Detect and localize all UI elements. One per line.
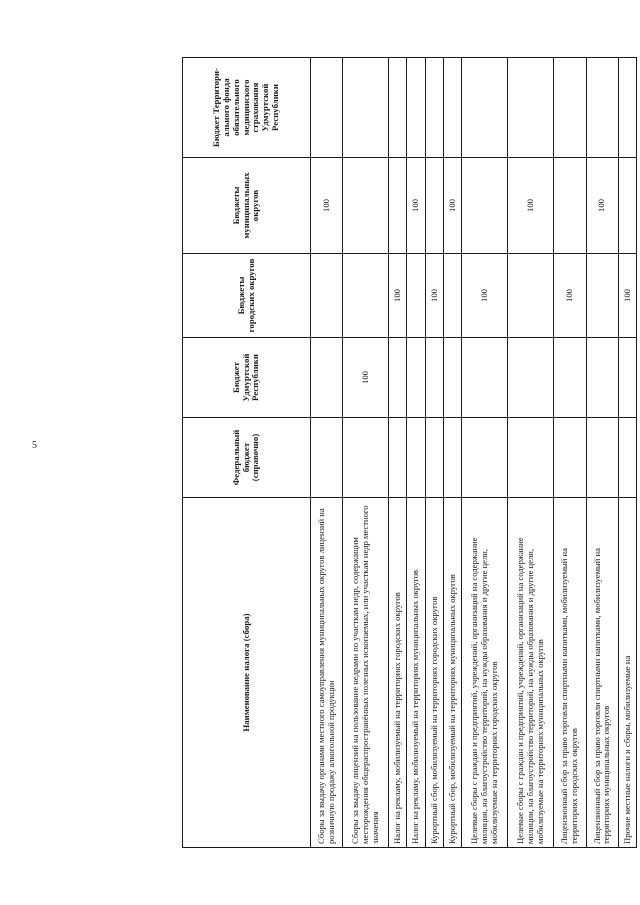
federal-budget-cell [508,418,554,498]
table-row [462,58,508,848]
header-republic-budget: Бюджет Удмуртской Республики [183,338,311,418]
table-row [443,58,461,848]
tax-name-cell: Лицензионный сбор за право торговли спиртными напитками, мобилизуемый на территориях муниципальных округов [586,498,618,848]
city-districts-cell [586,254,618,338]
republic-budget-cell [508,338,554,418]
medical-fund-cell [343,58,389,158]
tax-name-cell: Лицензионный сбор за право торговли спиртными напитками, мобилизуемый на территориях городских округов [554,498,586,848]
medical-fund-cell [389,58,407,158]
table-row [425,58,443,848]
tax-name-cell: Целевые сборы с граждан и предприятий, учреждений, организаций на содержание милиции, на благоустройство территорий, на нужды образования и другие цели, мобилизуемые на территориях городских округов [462,498,508,848]
table-row [618,58,636,848]
table-container [182,58,637,888]
medical-fund-cell [618,58,636,158]
republic-budget-cell: 100 [343,338,389,418]
medical-fund-cell [508,58,554,158]
republic-budget-cell [311,338,343,418]
municipal-districts-cell [343,158,389,254]
tax-name-cell: Налог на рекламу, мобилизуемый на территориях городских округов [389,498,407,848]
municipal-districts-cell: 100 [311,158,343,254]
tax-distribution-table [182,57,637,848]
tax-name-cell: Курортный сбор, мобилизуемый на территориях муниципальных округов [443,498,461,848]
table-row [407,58,425,848]
city-districts-cell [311,254,343,338]
city-districts-cell [343,254,389,338]
tax-name-cell: Сборы за выдачу органами местного самоуправления муниципальных округов лицензий на розничную продажу алкогольной продукции [311,498,343,848]
table-row [343,58,389,848]
tax-name-cell: Курортный сбор, мобилизуемый на территориях городских округов [425,498,443,848]
header-municipal-districts-budget: Бюджеты муниципальных округов [183,158,311,254]
table-row [586,58,618,848]
municipal-districts-cell [462,158,508,254]
medical-fund-cell [554,58,586,158]
table-row [554,58,586,848]
republic-budget-cell [618,338,636,418]
table-row [311,58,343,848]
table-row [508,58,554,848]
city-districts-cell: 100 [554,254,586,338]
federal-budget-cell [443,418,461,498]
federal-budget-cell [554,418,586,498]
republic-budget-cell [462,338,508,418]
medical-fund-cell [586,58,618,158]
medical-fund-cell [462,58,508,158]
federal-budget-cell [586,418,618,498]
republic-budget-cell [389,338,407,418]
tax-name-cell: Налог на рекламу, мобилизуемый на территориях муниципальных округов [407,498,425,848]
rotated-table-frame [182,58,637,848]
medical-fund-cell [443,58,461,158]
table-row [389,58,407,848]
republic-budget-cell [407,338,425,418]
city-districts-cell [443,254,461,338]
header-federal-budget: Федеральный бюджет (справочно) [183,418,311,498]
medical-fund-cell [425,58,443,158]
city-districts-cell: 100 [425,254,443,338]
federal-budget-cell [618,418,636,498]
republic-budget-cell [586,338,618,418]
municipal-districts-cell: 100 [407,158,425,254]
city-districts-cell [407,254,425,338]
republic-budget-cell [443,338,461,418]
federal-budget-cell [407,418,425,498]
header-tax-name: Наименование налога (сбора) [183,498,311,848]
municipal-districts-cell: 100 [443,158,461,254]
medical-fund-cell [311,58,343,158]
municipal-districts-cell [554,158,586,254]
republic-budget-cell [425,338,443,418]
federal-budget-cell [389,418,407,498]
city-districts-cell: 100 [618,254,636,338]
municipal-districts-cell: 100 [586,158,618,254]
tax-name-cell: Прочие местные налоги и сборы, мобилизуемые на [618,498,636,848]
tax-name-cell: Целевые сборы с граждан и предприятий, учреждений, организаций на содержание милиции, на благоустройство территорий, на нужды образования и другие цели, мобилизуемые на территориях муниципальных округов [508,498,554,848]
republic-budget-cell [554,338,586,418]
header-medical-insurance-fund: Бюджет Территори-ального фонда обязательного медицинского страхования Удмуртской Республики [183,58,311,158]
municipal-districts-cell: 100 [508,158,554,254]
federal-budget-cell [425,418,443,498]
city-districts-cell [508,254,554,338]
header-city-districts-budget: Бюджеты городских округов [183,254,311,338]
federal-budget-cell [311,418,343,498]
municipal-districts-cell [389,158,407,254]
federal-budget-cell [343,418,389,498]
city-districts-cell: 100 [389,254,407,338]
table-header-row [183,58,311,848]
tax-name-cell: Сборы за выдачу лицензий на пользование недрами по участкам недр, содержащим месторождения общераспространённых полезных ископаемых, или участкам недр местного значения [343,498,389,848]
medical-fund-cell [407,58,425,158]
page-number: 5 [32,440,37,451]
federal-budget-cell [462,418,508,498]
municipal-districts-cell [618,158,636,254]
city-districts-cell: 100 [462,254,508,338]
municipal-districts-cell [425,158,443,254]
